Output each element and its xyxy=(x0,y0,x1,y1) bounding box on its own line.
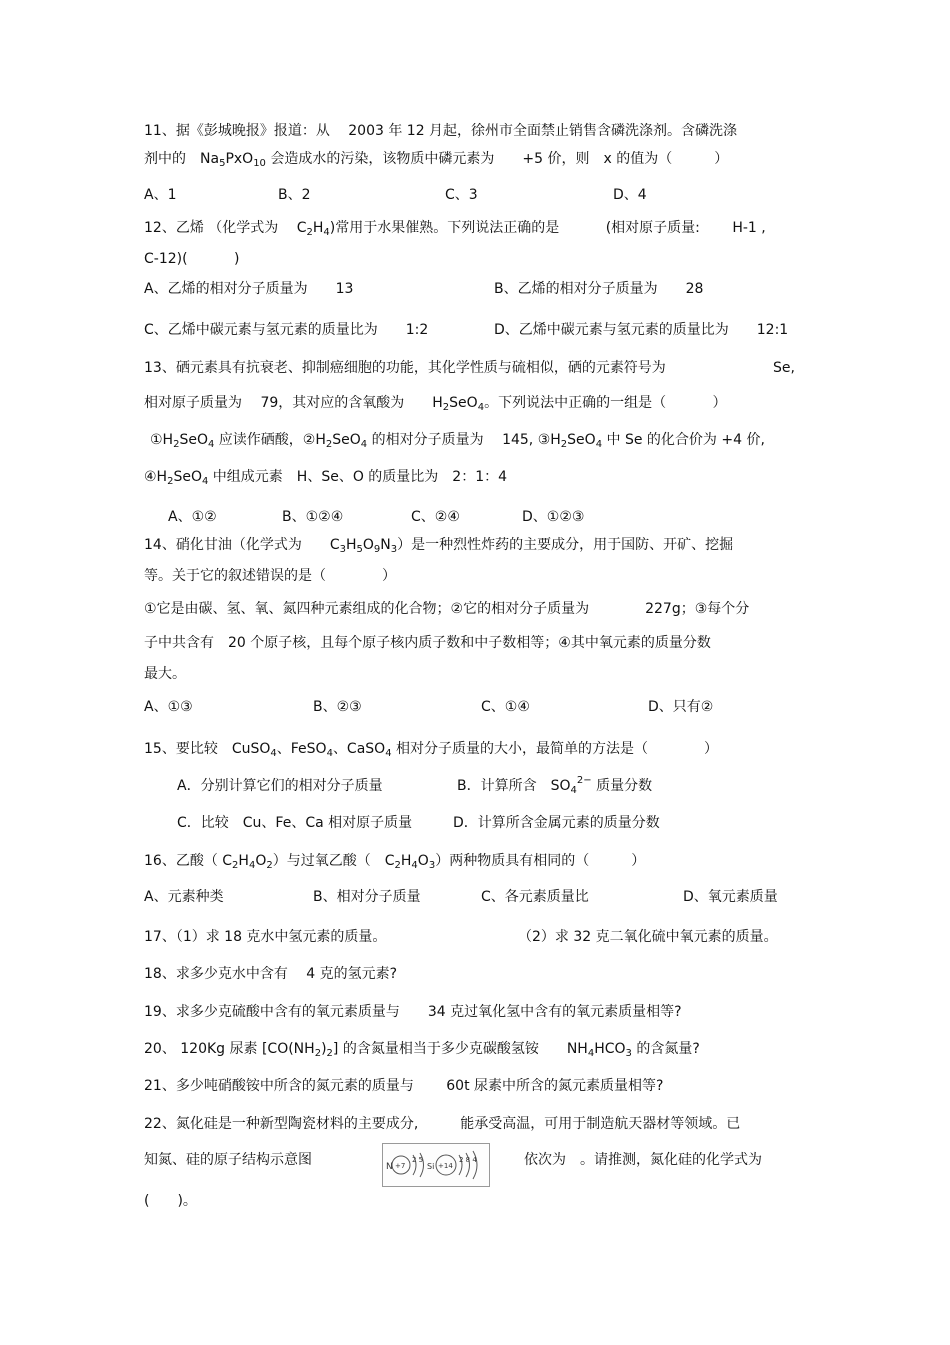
diagram-si-shells: 2 8 4 xyxy=(459,1156,477,1164)
q16-option-c: C、各元素质量比 xyxy=(481,889,589,905)
q12-line2: C-12)( ) xyxy=(144,251,240,267)
q15-option-d: D．计算所含金属元素的质量分数 xyxy=(453,815,660,831)
q12-option-c: C、乙烯中碳元素与氢元素的质量比为 1:2 xyxy=(144,322,429,338)
q22-line1: 22、氮化硅是一种新型陶瓷材料的主要成分, 能承受高温，可用于制造航天器材等领域。已 xyxy=(144,1116,741,1132)
q14-option-a: A、①③ xyxy=(144,699,193,715)
q11-line2: 剂中的 $Na_5PxO_{10}$ 会造成水的污染，该物质中磷元素为 +5 价，则 x 的值为（ ） xyxy=(144,151,729,169)
q15-option-a: A．分别计算它们的相对分子质量 xyxy=(177,778,383,794)
q22-line2a: 知氮、硅的原子结构示意图 xyxy=(144,1152,312,1168)
atomic-structure-diagram xyxy=(382,1143,490,1187)
q21: 21、多少吨硝酸铵中所含的氮元素的质量与 60t 尿素中所含的氮元素质量相等? xyxy=(144,1078,664,1094)
q11-line1: 11、据《彭城晚报》报道：从 2003 年 12 月起，徐州市全面禁止销售含磷洗涤剂。含磷洗涤 xyxy=(144,123,738,139)
q12-line1: 12、乙烯 （化学式为 $C_2H_4$)常用于水果催熟。下列说法正确的是 (相对原子质量: H-1 , xyxy=(144,220,766,238)
q14-line5: 最大。 xyxy=(144,666,186,682)
q12-option-d: D、乙烯中碳元素与氢元素的质量比为 12:1 xyxy=(494,322,789,338)
q19: 19、求多少克硫酸中含有的氧元素质量与 34 克过氧化氢中含有的氧元素质量相等? xyxy=(144,1004,682,1020)
q12-option-a: A、乙烯的相对分子质量为 13 xyxy=(144,281,354,297)
q14-option-c: C、①④ xyxy=(481,699,530,715)
q14-line4: 子中共含有 20 个原子核，且每个原子核内质子数和中子数相等；④其中氧元素的质量分数 xyxy=(144,635,711,651)
q17-part1: 17、（1）求 18 克水中氢元素的质量。 xyxy=(144,929,387,945)
q11-option-a: A、1 xyxy=(144,187,177,203)
q13-line3: $①H_2SeO_4$ 应读作硒酸，$②H_2SeO_4$ 的相对分子质量为 145, $③H_2SeO_4$ 中 Se 的化合价为 +4 价, xyxy=(150,432,765,450)
diagram-si-nucleus: +14 xyxy=(438,1162,453,1170)
q18: 18、求多少克水中含有 4 克的氢元素? xyxy=(144,966,398,982)
diagram-si-label: Si xyxy=(427,1162,435,1171)
q17-part2: （2）求 32 克二氧化硫中氧元素的质量。 xyxy=(518,929,778,945)
q14-option-d: D、只有② xyxy=(648,699,714,715)
q13-option-c: C、②④ xyxy=(411,509,460,525)
q22-line3: ( )。 xyxy=(144,1193,197,1209)
q13-option-d: D、①②③ xyxy=(522,509,585,525)
q16-option-b: B、相对分子质量 xyxy=(313,889,421,905)
q12-option-b: B、乙烯的相对分子质量为 28 xyxy=(494,281,704,297)
q16-line1: 16、乙酸（ $C_2H_4O_2$）与过氧乙酸（ $C_2H_4O_3$）两种物质具有相同的（ ） xyxy=(144,853,646,871)
q11-option-c: C、3 xyxy=(445,187,478,203)
q16-option-a: A、元素种类 xyxy=(144,889,224,905)
q11-option-d: D、4 xyxy=(613,187,647,203)
q20: 20、 120Kg 尿素 $[CO(NH_2)_2]$ 的含氮量相当于多少克碳酸氢铵 $NH_4HCO_3$ 的含氮量? xyxy=(144,1041,700,1059)
q13-line2: 相对原子质量为 79，其对应的含氧酸为 $H_2SeO_4$。下列说法中正确的一组是（ ） xyxy=(144,395,727,413)
q22-line2b: 依次为 。请推测，氮化硅的化学式为 xyxy=(524,1152,762,1168)
diagram-n-nucleus: +7 xyxy=(395,1162,406,1170)
q13-line4: $④H_2SeO_4$ 中组成元素 H、Se、O 的质量比为 2：1：4 xyxy=(144,469,508,487)
q14-option-b: B、②③ xyxy=(313,699,362,715)
q14-line2: 等。关于它的叙述错误的是（ ） xyxy=(144,568,396,584)
q13-line1-se: Se, xyxy=(773,360,795,376)
q14-line1: 14、硝化甘油（化学式为 $C_3H_5O_9N_3$）是一种烈性炸药的主要成分，用于国防、开矿、挖掘 xyxy=(144,537,734,555)
q16-option-d: D、氧元素质量 xyxy=(683,889,778,905)
q13-option-a: A、①② xyxy=(168,509,217,525)
diagram-n-shells: 2 5 xyxy=(412,1156,424,1164)
q11-option-b: B、2 xyxy=(278,187,311,203)
q14-line3: ①它是由碳、氢、氧、氮四种元素组成的化合物；②它的相对分子质量为 227g；③每个分 xyxy=(144,601,750,617)
q13-line1: 13、硒元素具有抗衰老、抑制癌细胞的功能，其化学性质与硫相似，硒的元素符号为 xyxy=(144,360,666,376)
diagram-n-label: N xyxy=(386,1162,393,1172)
q13-option-b: B、①②④ xyxy=(282,509,344,525)
q15-option-c: C．比较 Cu、Fe、Ca 相对原子质量 xyxy=(177,815,413,831)
q15-option-b: B．计算所含 $SO_4^{2-}$ 质量分数 xyxy=(457,775,653,796)
q15-line1: 15、要比较 CuSO$_4$、FeSO$_4$、CaSO$_4$ 相对分子质量的大小，最简单的方法是（ ） xyxy=(144,741,719,759)
